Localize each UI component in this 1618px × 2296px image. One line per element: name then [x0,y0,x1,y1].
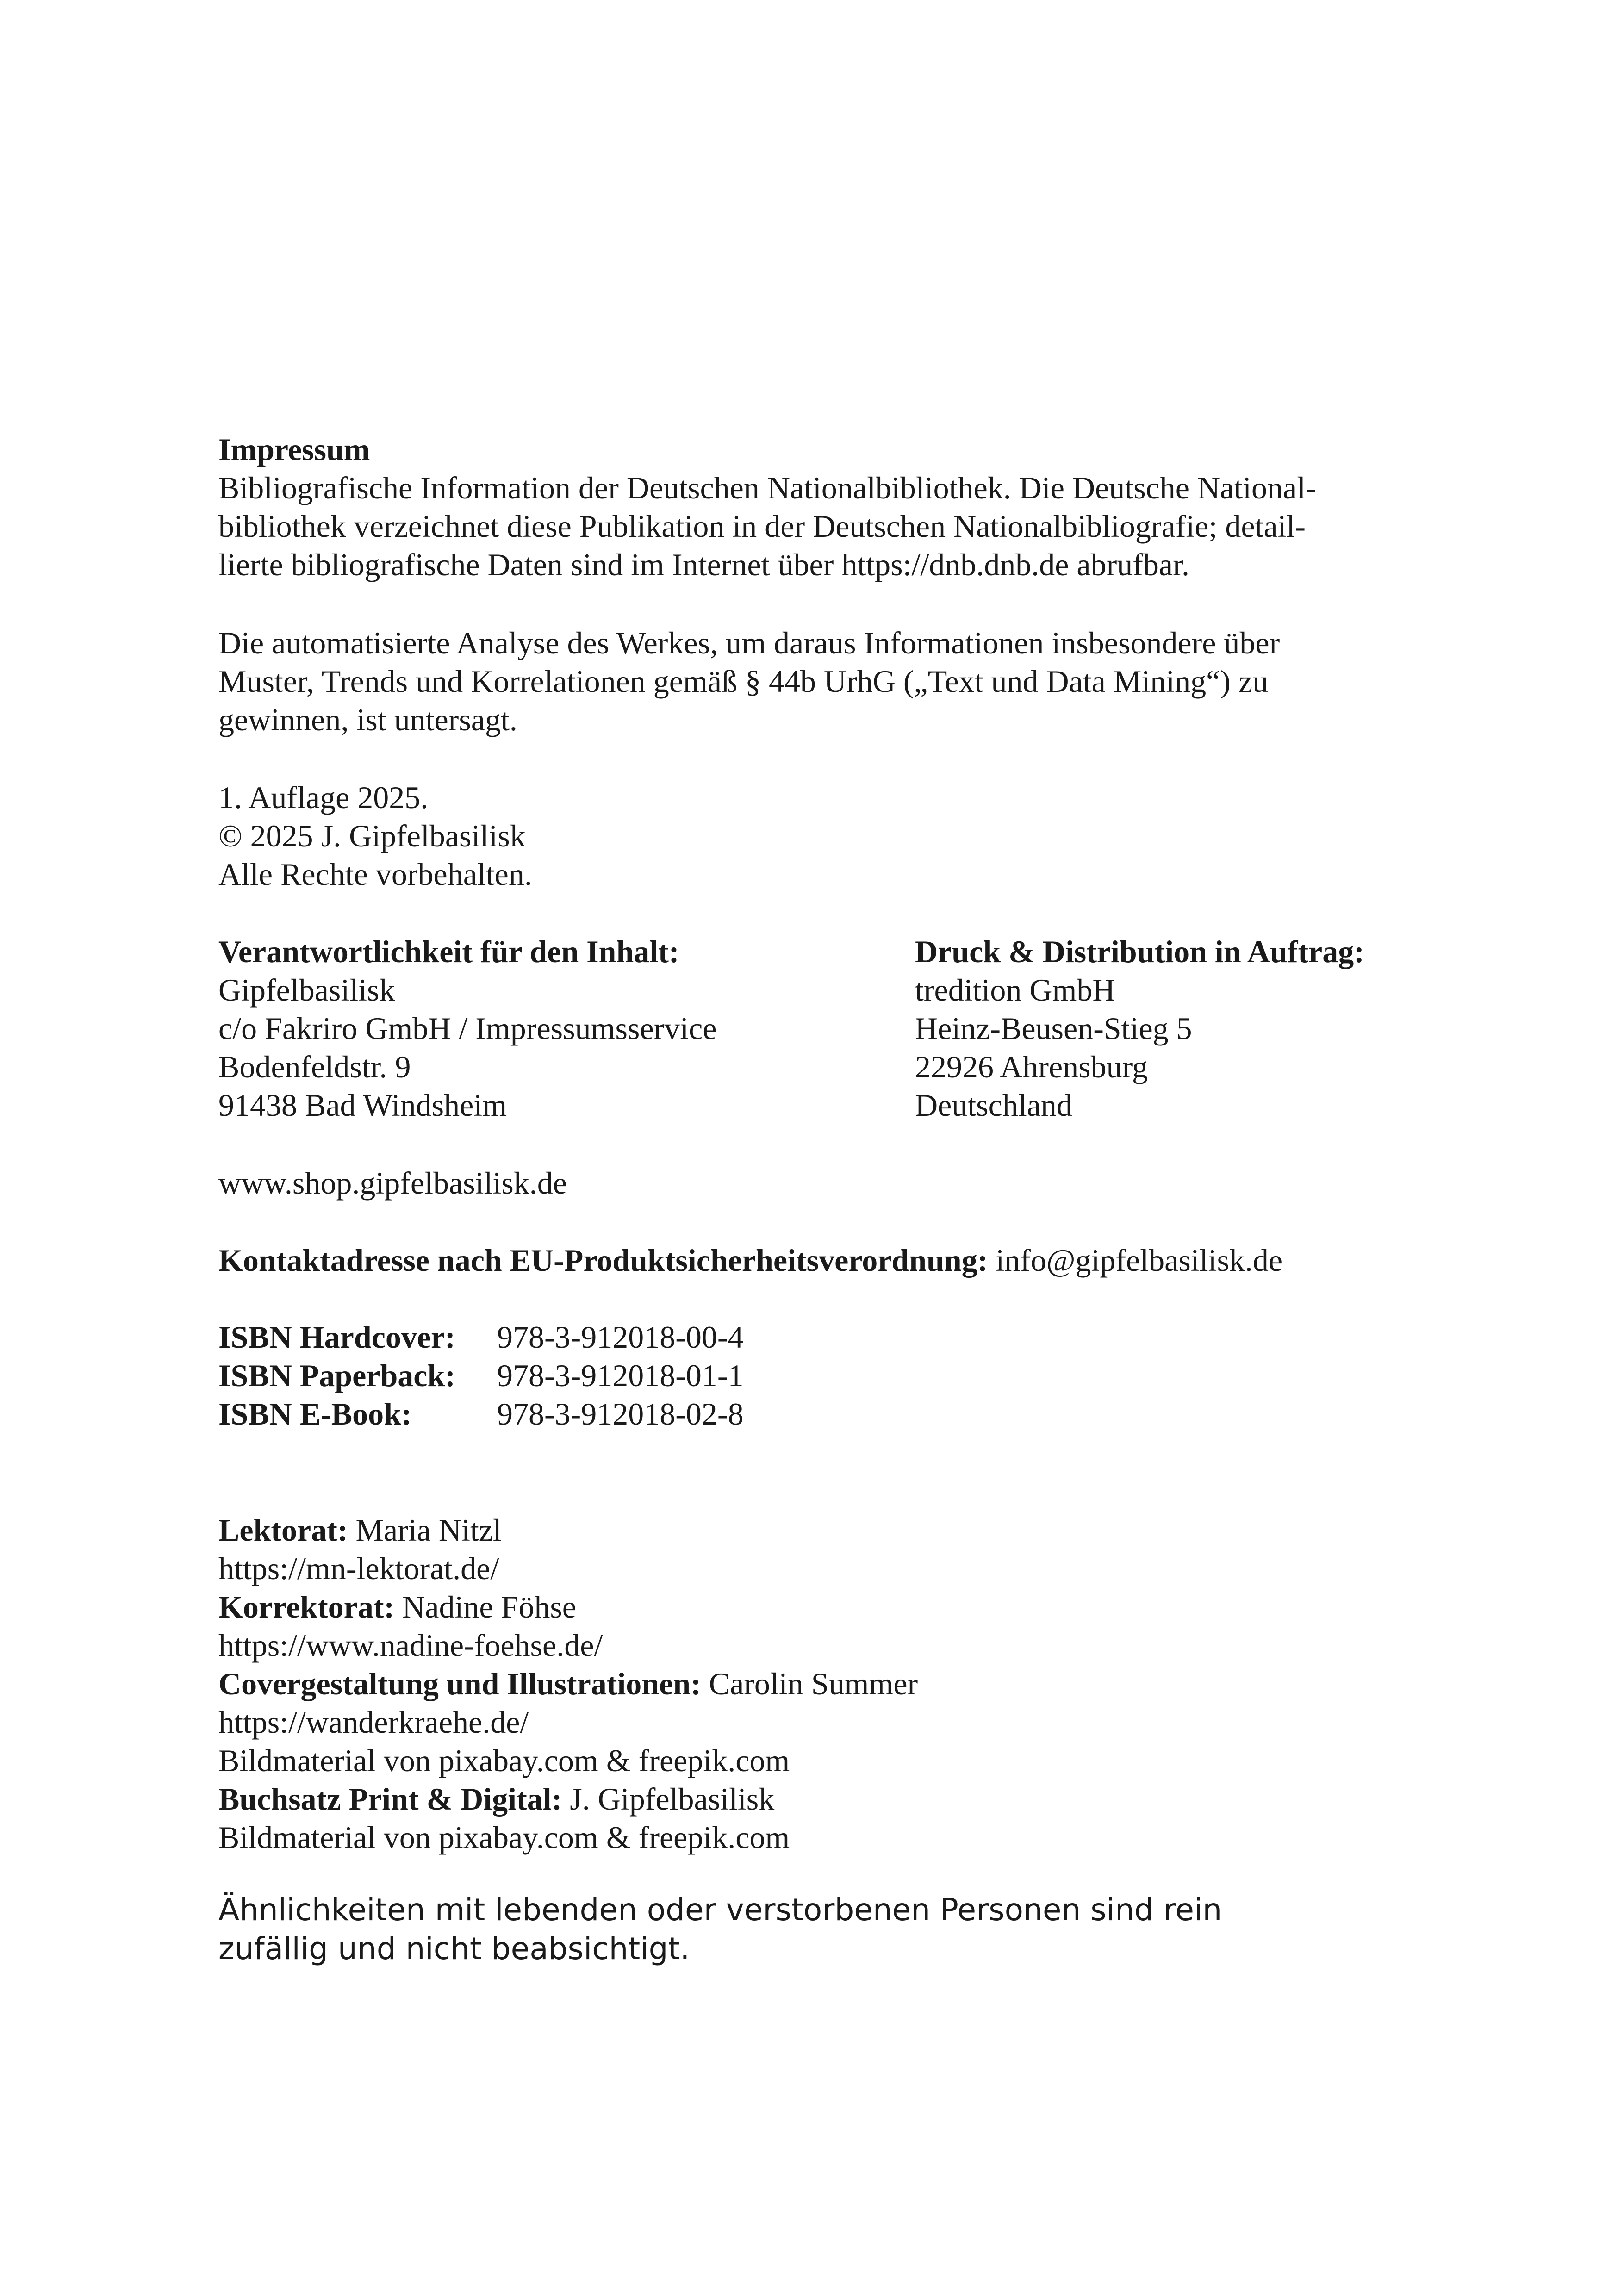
contact-section [218,1241,1413,1280]
responsible-column [218,933,890,1125]
credits-section [218,1511,1413,1857]
lektorat-url[interactable]: https://mn-lektorat.de/ [218,1551,499,1586]
isbn-label: ISBN E-Book: [218,1396,412,1431]
tdm-line: Muster, Trends und Korrelationen gemäß § 44b UrhG („Text und Data Mining“) zu [218,664,1269,699]
korrektorat-url[interactable]: https://www.nadine-foehse.de/ [218,1628,603,1663]
isbn-row [218,1318,1413,1356]
tdm-notice [218,624,1413,739]
cover-line [218,1665,1413,1703]
lektorat-line [218,1511,1413,1549]
distribution-line: 22926 Ahrensburg [915,1049,1148,1084]
satz-line [218,1780,1413,1818]
isbn-section [218,1318,1413,1433]
distribution-line: Heinz-Beusen-Stieg 5 [915,1011,1192,1046]
cover-label: Covergestaltung und Illustrationen: [218,1666,701,1701]
tdm-line: gewinnen, ist untersagt. [218,702,517,737]
responsibility-section [218,933,1413,1127]
responsible-line: Bodenfeldstr. 9 [218,1049,411,1084]
impressum-line: Bibliografische Information der Deutschen Nationalbibliothek. Die Deutsche National- [218,470,1316,505]
contact-email[interactable]: info@gipfelbasilisk.de [996,1243,1283,1278]
contact-label: Kontaktadresse nach EU-Produktsicherheitsverordnung: [218,1243,988,1278]
responsible-heading: Verantwortlichkeit für den Inhalt: [218,934,679,969]
satz-name: J. Gipfelbasilisk [570,1781,775,1817]
website-section [218,1164,1413,1202]
isbn-row [218,1356,1413,1395]
edition-line: 1. Auflage 2025. [218,780,429,815]
isbn-row [218,1395,1413,1433]
website-link[interactable]: www.shop.gipfelbasilisk.de [218,1165,567,1201]
lektorat-label: Lektorat: [218,1512,348,1548]
distribution-heading: Druck & Distribution in Auftrag: [915,934,1364,969]
impressum-line: lierte bibliografische Daten sind im Internet über https://dnb.dnb.de abrufbar. [218,547,1189,582]
lektorat-name: Maria Nitzl [355,1512,502,1548]
impressum-section [218,430,1413,584]
isbn-label: ISBN Paperback: [218,1358,455,1393]
korrektorat-name: Nadine Föhse [402,1589,576,1624]
disclaimer: Ähnlichkeiten mit lebenden oder verstorbenen Personen sind rein zufällig und nicht beabsichtigt. [218,1892,1222,1966]
korrektorat-label: Korrektorat: [218,1589,395,1624]
responsible-line: 91438 Bad Windsheim [218,1088,507,1123]
impressum-heading: Impressum [218,432,370,467]
satz-images-credit: Bildmaterial von pixabay.com & freepik.com [218,1820,790,1855]
distribution-column [915,933,1424,1125]
distribution-line: Deutschland [915,1088,1072,1123]
tdm-line: Die automatisierte Analyse des Werkes, um daraus Informationen insbesondere über [218,625,1280,660]
distribution-line: tredition GmbH [915,972,1115,1008]
satz-label: Buchsatz Print & Digital: [218,1781,562,1817]
isbn-label: ISBN Hardcover: [218,1319,455,1355]
copyright-line: © 2025 J. Gipfelbasilisk [218,818,526,853]
isbn-value: 978-3-912018-00-4 [497,1319,744,1355]
isbn-value: 978-3-912018-01-1 [497,1358,744,1393]
cover-images-credit: Bildmaterial von pixabay.com & freepik.com [218,1743,790,1778]
responsible-line: Gipfelbasilisk [218,972,395,1008]
rights-line: Alle Rechte vorbehalten. [218,857,532,892]
korrektorat-line [218,1588,1413,1626]
cover-url[interactable]: https://wanderkraehe.de/ [218,1705,529,1740]
edition-section [218,778,1413,894]
responsible-line: c/o Fakriro GmbH / Impressumsservice [218,1011,717,1046]
isbn-value: 978-3-912018-02-8 [497,1396,744,1431]
cover-name: Carolin Summer [709,1666,918,1701]
impressum-line: bibliothek verzeichnet diese Publikation in der Deutschen Nationalbibliografie; detail- [218,509,1306,544]
